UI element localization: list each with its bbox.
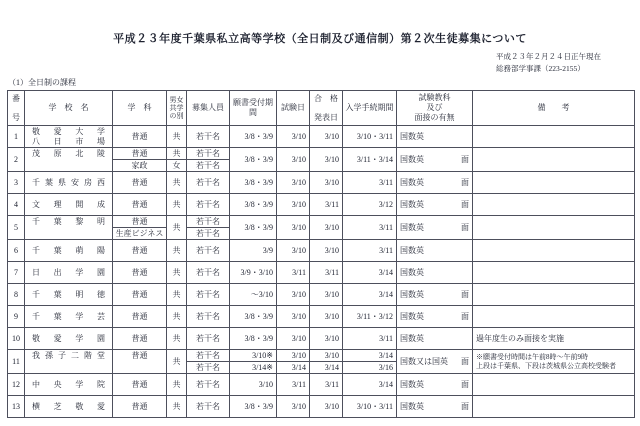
subjects-text: 国数英 [400,311,424,321]
header-coed-type [167,91,187,126]
table-row [8,172,635,194]
cell-no: 4 [8,194,25,216]
cell-coed: 女 [167,160,187,172]
cell-coed: 共 [167,396,187,418]
cell-school [25,126,113,148]
cell-school [25,172,113,194]
header-result-date [310,91,343,126]
cell-remarks [473,148,635,172]
cell-no: 2 [8,148,25,172]
cell-application: 3/8・3/9 [230,216,277,240]
cell-coed: 共 [167,172,187,194]
interview-flag: 面 [461,311,469,321]
text-line: 敬 愛 学 園 [32,333,105,343]
cell-dept: 普通 [113,374,167,396]
cell-dept: 普通 [113,148,167,160]
text-line: 上段は千葉県、下段は茨城県公立高校受験者 [476,361,616,370]
cell-no: 9 [8,306,25,328]
table-row [8,284,635,306]
cell-exam: 3/10 [277,216,310,240]
cell-coed: 共 [167,126,187,148]
cell-no: 3 [8,172,25,194]
text-line: ※願書受付時間は午前8時～午前9時 [476,352,588,361]
table-header [8,91,635,126]
cell-dept: 普通 [113,350,167,374]
cell-dept: 普通 [113,328,167,350]
cell-capacity: 若干名 [187,216,230,228]
cell-capacity: 若干名 [187,284,230,306]
cell-dept: 普通 [113,262,167,284]
cell-capacity: 若干名 [187,240,230,262]
cell-enroll: 3/10・3/11 [343,396,397,418]
text-line: 試験教科 [418,93,451,103]
cell-no: 11 [8,350,25,374]
text-line: 敬 愛 大 学 [32,126,105,136]
cell-coed: 共 [167,194,187,216]
text-line: 号 [12,112,20,122]
subjects-text: 国数又は国英 [400,356,448,366]
cell-result: 3/10 [310,216,343,240]
text-line: 八 日 市 場 [32,136,105,146]
cell-remarks [473,350,635,374]
cell-exam: 3/10 [277,148,310,172]
cell-school [25,194,113,216]
text-line: 日 出 学 園 [32,267,105,277]
subjects-text: 国数英 [400,245,424,255]
cell-capacity: 若干名 [187,306,230,328]
text-line: 横 芝 敬 愛 [32,401,105,411]
interview-flag: 面 [461,401,469,411]
text-line: 我孫子二階堂 [32,351,105,361]
meta-block [496,51,630,74]
cell-remarks [473,240,635,262]
cell-exam: 3/10 [277,172,310,194]
header-school-name: 学 校 名 [25,91,113,126]
cell-enroll: 3/14 [343,350,397,362]
cell-capacity: 若干名 [187,194,230,216]
cell-result: 3/10 [310,350,343,362]
cell-no: 12 [8,374,25,396]
cell-result: 3/10 [310,284,343,306]
cell-subjects [397,374,473,396]
cell-no: 7 [8,262,25,284]
cell-exam: 3/10 [277,306,310,328]
cell-result: 3/10 [310,396,343,418]
text-line: 文 理 開 成 [32,199,105,209]
table-row [8,194,635,216]
cell-application: 3/8・3/9 [230,148,277,172]
cell-capacity: 若干名 [187,228,230,240]
cell-exam: 3/11 [277,262,310,284]
cell-exam: 3/10 [277,126,310,148]
interview-flag: 面 [461,289,469,299]
subjects-text: 国数英 [400,267,424,277]
cell-coed: 共 [167,374,187,396]
cell-subjects [397,284,473,306]
text-line: 千葉県安房西 [32,177,105,187]
table-row [8,374,635,396]
cell-dept: 普通 [113,126,167,148]
cell-school [25,240,113,262]
cell-remarks [473,216,635,240]
section-label: （1）全日制の課程 [8,78,76,88]
header-subjects-interview [397,91,473,126]
cell-exam: 3/14 [277,362,310,374]
text-line: 茂 原 北 陵 [32,149,105,159]
header-department: 学 科 [113,91,167,126]
text-line: 及び [426,103,443,113]
interview-flag: 面 [461,154,469,164]
interview-flag: 面 [461,379,469,389]
cell-application: 3/9・3/10 [230,262,277,284]
cell-capacity: 若干名 [187,396,230,418]
cell-subjects [397,172,473,194]
table-row [8,240,635,262]
cell-capacity: 若干名 [187,328,230,350]
cell-result: 3/11 [310,194,343,216]
header-application-period: 願書受付期間 [230,91,277,126]
interview-flag: 面 [461,199,469,209]
subjects-text: 国数英 [400,289,424,299]
cell-coed: 共 [167,306,187,328]
cell-application: 3/8・3/9 [230,172,277,194]
text-line: の別 [169,112,184,121]
table-row [8,328,635,350]
cell-application: 3/14※ [230,362,277,374]
cell-dept: 普通 [113,194,167,216]
header-row [8,91,635,126]
cell-enroll: 3/10・3/11 [343,126,397,148]
cell-exam: 3/10 [277,328,310,350]
cell-capacity: 若干名 [187,148,230,160]
cell-school [25,284,113,306]
cell-exam: 3/11 [277,374,310,396]
cell-application: 3/8・3/9 [230,126,277,148]
cell-enroll: 3/11 [343,172,397,194]
interview-flag: 面 [461,177,469,187]
cell-remarks [473,306,635,328]
cell-subjects [397,194,473,216]
header-enrollment-period: 入学手続期間 [343,91,397,126]
cell-subjects [397,148,473,172]
text-line: 千 葉 学 芸 [32,311,105,321]
cell-enroll: 3/14 [343,374,397,396]
subjects-text: 国数英 [400,177,424,187]
cell-school [25,328,113,350]
cell-dept: 普通 [113,284,167,306]
subjects-text: 国数英 [400,222,424,232]
cell-coed: 共 [167,328,187,350]
cell-application: 3/10 [230,374,277,396]
cell-subjects [397,126,473,148]
cell-subjects [397,240,473,262]
cell-coed: 共 [167,284,187,306]
cell-no: 5 [8,216,25,240]
subjects-text: 国数英 [400,333,424,343]
cell-coed: 共 [167,148,187,160]
subjects-text: 国数英 [400,131,424,141]
cell-capacity: 若干名 [187,172,230,194]
date-note: 平成２３年２月２４日正午現在 [496,52,601,61]
cell-dept: 普通 [113,240,167,262]
cell-result: 3/11 [310,262,343,284]
table-row [8,262,635,284]
cell-enroll: 3/11 [343,328,397,350]
cell-result: 3/14 [310,362,343,374]
text-line: 千 葉 萌 陽 [32,245,105,255]
cell-application: 3/8・3/9 [230,396,277,418]
text-line: 中 央 学 院 [32,379,105,389]
cell-coed: 共 [167,350,187,374]
text-line: 男女 [169,96,184,105]
text-line: 合 格 [314,93,338,103]
cell-school [25,262,113,284]
cell-coed: 共 [167,240,187,262]
cell-capacity: 若干名 [187,350,230,362]
text-line: 発表日 [314,112,338,122]
cell-enroll: 3/14 [343,284,397,306]
cell-result: 3/10 [310,240,343,262]
cell-enroll: 3/16 [343,362,397,374]
cell-capacity: 若干名 [187,374,230,396]
cell-exam: 3/10 [277,350,310,362]
cell-no: 13 [8,396,25,418]
table-row [8,350,635,362]
table-row [8,126,635,148]
cell-subjects [397,328,473,350]
cell-remarks [473,172,635,194]
text-line: 共学 [169,104,184,113]
cell-enroll: 3/11・3/12 [343,306,397,328]
cell-subjects [397,216,473,240]
cell-result: 3/10 [310,148,343,172]
table-row [8,306,635,328]
cell-dept: 普通 [113,396,167,418]
cell-dept: 生産ビジネス [113,228,167,240]
cell-result: 3/10 [310,328,343,350]
table-row [8,216,635,228]
recruitment-table [7,90,635,418]
page-title: 平成２３年度千葉県私立高等学校（全日制及び通信制）第２次生徒募集について [113,33,527,45]
department-note: 総務部学事課（223-2155） [496,63,585,73]
cell-dept: 家政 [113,160,167,172]
text-line: 千 葉 黎 明 [32,217,105,227]
cell-subjects [397,396,473,418]
cell-application: 3/8・3/9 [230,194,277,216]
cell-enroll: 3/11・3/14 [343,148,397,172]
cell-remarks [473,396,635,418]
cell-subjects [397,306,473,328]
cell-school [25,216,113,240]
cell-application: 3/9 [230,240,277,262]
cell-result: 3/10 [310,126,343,148]
cell-no: 1 [8,126,25,148]
cell-capacity: 若干名 [187,126,230,148]
cell-remarks [473,284,635,306]
cell-school [25,374,113,396]
cell-school [25,148,113,172]
header-remarks: 備 考 [473,91,635,126]
table-row [8,148,635,160]
cell-remarks [473,262,635,284]
header-capacity: 募集人員 [187,91,230,126]
header-no [8,91,25,126]
table-row [8,396,635,418]
table-body [8,126,635,418]
cell-remarks [473,126,635,148]
cell-school [25,350,113,374]
cell-exam: 3/10 [277,194,310,216]
header-exam-date: 試験日 [277,91,310,126]
cell-result: 3/11 [310,374,343,396]
cell-no: 8 [8,284,25,306]
cell-remarks [473,374,635,396]
subjects-text: 国数英 [400,199,424,209]
cell-remarks: 過年度生のみ面接を実施 [473,328,635,350]
cell-application: 3/10※ [230,350,277,362]
cell-school [25,306,113,328]
interview-flag: 面 [461,222,469,232]
cell-enroll: 3/14 [343,262,397,284]
cell-dept: 普通 [113,216,167,228]
cell-dept: 普通 [113,306,167,328]
cell-school [25,396,113,418]
cell-application: 3/8・3/9 [230,306,277,328]
cell-exam: 3/10 [277,284,310,306]
cell-coed: 共 [167,216,187,240]
text-line: 面接の有無 [414,113,455,123]
subjects-text: 国数英 [400,379,424,389]
cell-enroll: 3/12 [343,194,397,216]
cell-result: 3/10 [310,306,343,328]
cell-capacity: 若干名 [187,160,230,172]
cell-remarks [473,194,635,216]
cell-application: ～3/10 [230,284,277,306]
cell-capacity: 若干名 [187,362,230,374]
cell-coed: 共 [167,262,187,284]
cell-application: 3/8・3/9 [230,328,277,350]
cell-no: 6 [8,240,25,262]
subjects-text: 国数英 [400,154,424,164]
interview-flag: 面 [461,356,469,366]
subjects-text: 国数英 [400,401,424,411]
cell-no: 10 [8,328,25,350]
cell-subjects [397,350,473,374]
cell-result: 3/10 [310,172,343,194]
cell-enroll: 3/11 [343,240,397,262]
cell-subjects [397,262,473,284]
text-line: 番 [12,93,20,103]
cell-enroll: 3/11 [343,216,397,240]
cell-exam: 3/10 [277,396,310,418]
cell-capacity: 若干名 [187,262,230,284]
text-line: 千 葉 明 徳 [32,289,105,299]
cell-dept: 普通 [113,172,167,194]
cell-exam: 3/10 [277,240,310,262]
